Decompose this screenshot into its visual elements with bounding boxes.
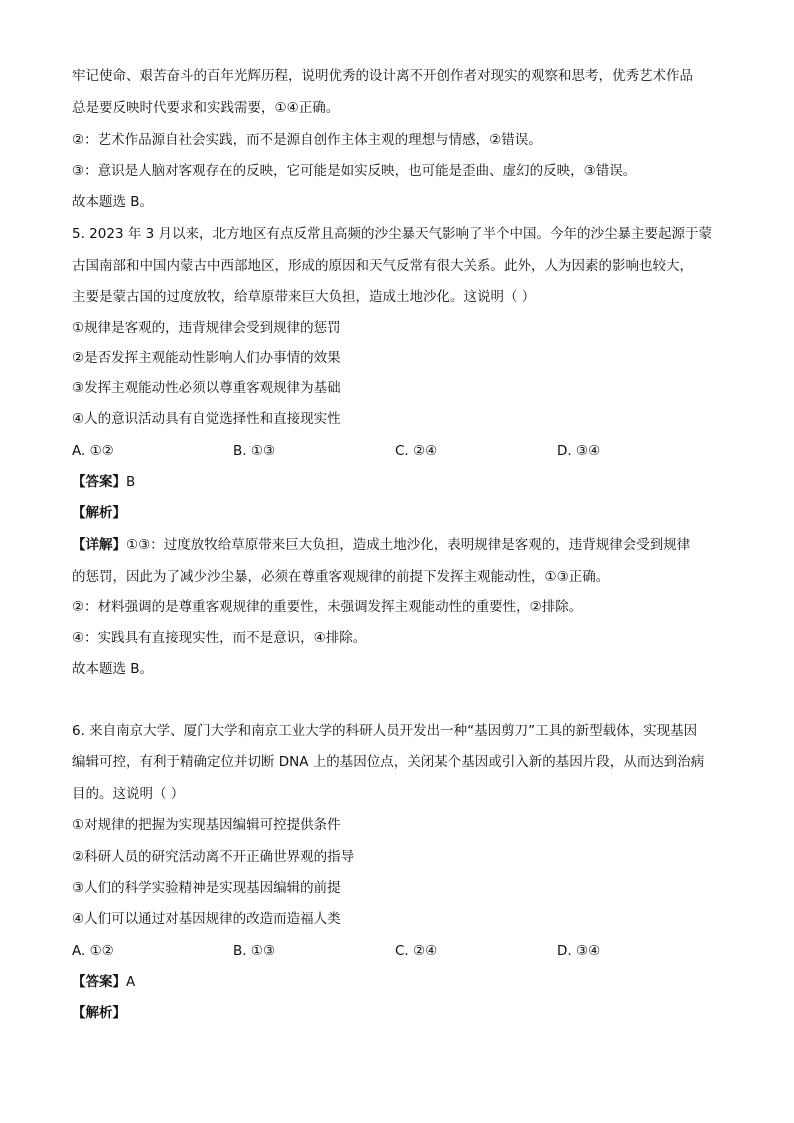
q5-item: ③发挥主观能动性必须以尊重客观规律为基础 <box>72 380 341 396</box>
q6-item: ③人们的科学实验精神是实现基因编辑的前提 <box>72 880 341 896</box>
q5-detail <box>72 535 690 555</box>
intro-line: 牢记使命、艰苦奋斗的百年光辉历程，说明优秀的设计离不开创作者对现实的观察和思考，优秀艺术作品 <box>72 68 693 84</box>
q6-stem: 6. 来自南京大学、厦门大学和南京工业大学的科研人员开发出一种“基因剪刀”工具的新型载体，实现基因 <box>72 723 698 739</box>
q5-detail: ②：材料强调的是尊重客观规律的重要性，未强调发挥主观能动性的重要性，②排除。 <box>72 599 583 615</box>
option-b: B. ①③ <box>233 443 276 459</box>
q5-detail: 的惩罚，因此为了减少沙尘暴，必须在尊重客观规律的前提下发挥主观能动性，①③正确。 <box>72 569 610 585</box>
q6-stem: 编辑可控，有利于精确定位并切断 DNA 上的基因位点，关闭某个基因或引入新的基因片段，从而达到治病 <box>72 754 705 770</box>
q5-stem: 5. 2023 年 3 月以来，北方地区有点反常且高频的沙尘暴天气影响了半个中国。今年的沙尘暴主要起源于蒙 <box>72 226 712 242</box>
option-d: D. ③④ <box>557 443 601 459</box>
detail-tag: 【详解】 <box>72 537 126 553</box>
intro-line: 总是要反映时代要求和实践需要，①④正确。 <box>72 100 340 116</box>
q5-item: ④人的意识活动具有自觉选择性和直接现实性 <box>72 411 341 427</box>
q5-conclusion: 故本题选 B。 <box>72 661 154 677</box>
q5-detail: ④：实践具有直接现实性，而不是意识，④排除。 <box>72 630 367 646</box>
q6-options <box>72 941 732 961</box>
q5-stem: 古国南部和中国内蒙古中西部地区，形成的原因和天气反常有很大关系。此外，人为因素的影响也较大， <box>72 258 693 274</box>
option-a: A. ①② <box>72 443 114 459</box>
answer-value: A <box>126 974 136 990</box>
answer-tag: 【答案】 <box>72 974 126 990</box>
q6-item: ④人们可以通过对基因规律的改造而造福人类 <box>72 911 341 927</box>
q5-item: ②是否发挥主观能动性影响人们办事情的效果 <box>72 350 341 366</box>
detail-text: ①③：过度放牧给草原带来巨大负担，造成土地沙化，表明规律是客观的，违背规律会受到规律 <box>126 537 691 553</box>
intro-line: ②：艺术作品源自社会实践，而不是源自创作主体主观的理想与情感，②错误。 <box>72 132 542 148</box>
option-d: D. ③④ <box>557 943 601 959</box>
intro-line: ③：意识是人脑对客观存在的反映，它可能是如实反映，也可能是歪曲、虚幻的反映，③错误。 <box>72 163 637 179</box>
option-b: B. ①③ <box>233 943 276 959</box>
q5-item: ①规律是客观的，违背规律会受到规律的惩罚 <box>72 320 341 336</box>
q5-options <box>72 441 732 461</box>
answer-tag: 【答案】 <box>72 474 126 490</box>
q6-item: ②科研人员的研究活动离不开正确世界观的指导 <box>72 849 355 865</box>
q6-answer <box>72 972 135 992</box>
q5-analysis-tag: 【解析】 <box>72 505 126 521</box>
q6-stem: 目的。这说明（ ） <box>72 786 185 802</box>
option-a: A. ①② <box>72 943 114 959</box>
q5-answer <box>72 472 135 492</box>
q5-stem: 主要是蒙古国的过度放牧，给草原带来巨大负担，造成土地沙化。这说明（ ） <box>72 289 536 305</box>
q6-item: ①对规律的把握为实现基因编辑可控提供条件 <box>72 817 341 833</box>
intro-line: 故本题选 B。 <box>72 194 154 210</box>
q6-analysis-tag: 【解析】 <box>72 1005 126 1021</box>
answer-value: B <box>126 474 136 490</box>
option-c: C. ②④ <box>395 943 438 959</box>
option-c: C. ②④ <box>395 443 438 459</box>
